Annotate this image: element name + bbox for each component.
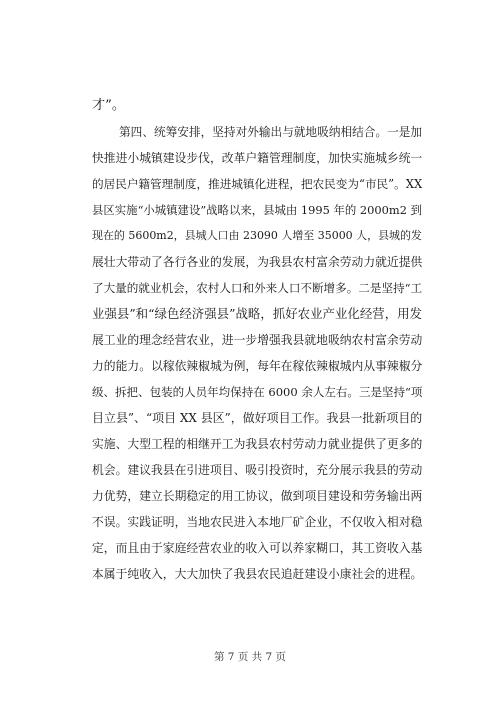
text-line: 现在的 5600m2，县城人口由 23090 人增至 35000 人，县城的发 (92, 229, 422, 242)
text-line: 业强县”和“绿色经济强县”战略，抓好农业产业化经营，用发 (92, 306, 423, 321)
text-line: 机会。建议我县在引进项目、吸引投资时，充分展示我县的劳动 (92, 463, 423, 477)
text-line: 本属于纯收入，大大加快了我县农民追赶建设小康社会的进程。 (92, 567, 423, 581)
text-line: 快推进小城镇建设步伐，改革户籍管理制度，加快实施城乡统一 (92, 151, 423, 165)
text-line: 不误。实践证明，当地农民进入本地厂矿企业，不仅收入相对稳 (92, 515, 423, 529)
text-line: 力优势，建立长期稳定的用工协议，做到项目建设和劳务输出两 (92, 489, 423, 503)
text-line: 展工业的理念经营农业，进一步增强我县就地吸纳农村富余劳动 (92, 333, 423, 347)
page-footer: 第 7 页 共 7 页 (213, 651, 287, 663)
text-line: 目立县”、“项目 XX 县区”，做好项目工作。我县一批新项目的 (92, 411, 423, 425)
text-line: 力的能力。以稼依辣椒城为例，每年在稼依辣椒城内从事辣椒分 (92, 359, 423, 373)
text-line: 定，而且由于家庭经营农业的收入可以养家糊口，其工资收入基 (92, 541, 423, 555)
text-line: 了大量的就业机会，农村人口和外来人口不断增多。二是坚持“工 (92, 281, 423, 295)
text-line: 第四、统筹安排，坚持对外输出与就地吸纳相结合。一是加 (119, 125, 423, 139)
text-line: 展壮大带动了各行各业的发展，为我县农村富余劳动力就近提供 (92, 255, 423, 269)
text-line: 才”。 (92, 98, 126, 113)
text-line: 的居民户籍管理制度，推进城镇化进程，把农民变为“市民”。XX (92, 177, 423, 191)
text-line: 级、拆把、包装的人员年均保持在 6000 余人左右。三是坚持“项 (92, 385, 423, 399)
text-line: 县区实施“小城镇建设”战略以来，县城由 1995 年的 2000m2 到 (92, 203, 422, 217)
text-line: 实施、大型工程的相继开工为我县农村劳动力就业提供了更多的 (92, 437, 423, 451)
